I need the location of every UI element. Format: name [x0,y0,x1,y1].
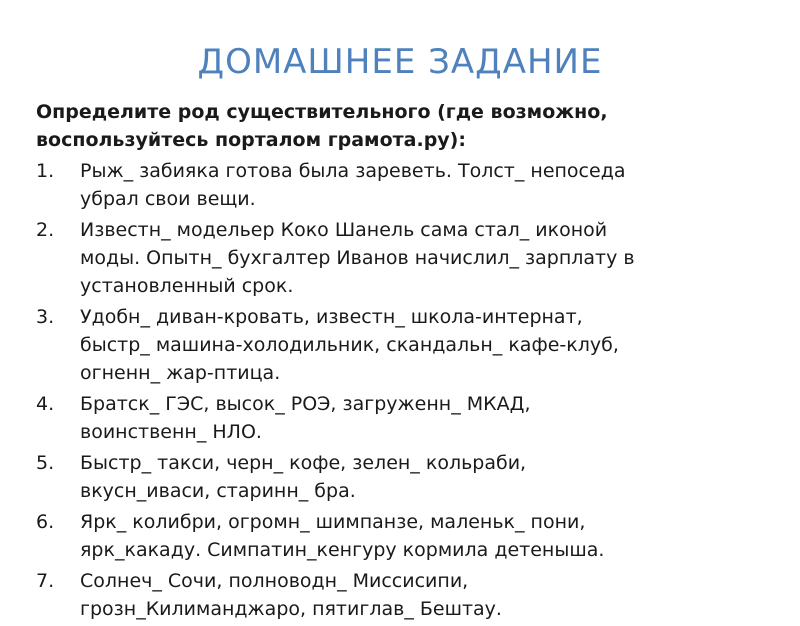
item-text-line: вкусн_иваси, старинн_ бра. [80,480,356,502]
item-text-line: быстр_ машина-холодильник, скандальн_ кафе-клуб, [80,334,619,356]
task-instruction-line: Определите род существительного (где возможно, [36,101,608,123]
item-text-line: Удобн_ диван-кровать, известн_ школа-интернат, [80,306,583,328]
list-item [36,567,776,623]
item-text-line: Известн_ модельер Коко Шанель сама стал_ иконой [80,219,608,241]
item-text-line: огненн_ жар-птица. [80,362,281,384]
item-text-line: воинственн_ НЛО. [80,421,262,443]
item-number: 1. [36,160,55,182]
item-text-line: моды. Опытн_ бухгалтер Иванов начислил_ зарплату в [80,247,635,269]
list-item [36,216,776,300]
item-text-line: грозн_Килиманджаро, пятиглав_ Бештау. [80,598,502,620]
item-number: 2. [36,219,55,241]
item-number: 3. [36,306,55,328]
item-number: 5. [36,452,55,474]
item-number: 6. [36,511,55,533]
item-text-line: Ярк_ колибри, огромн_ шимпанзе, маленьк_ пони, [80,511,586,533]
slide-title: ДОМАШНЕЕ ЗАДАНИЕ [197,42,603,82]
list-item [36,157,776,213]
item-text-line: ярк_какаду. Симпатин_кенгуру кормила детеныша. [80,539,605,561]
item-number: 7. [36,570,55,592]
list-item [36,449,776,505]
item-text-line: Рыж_ забияка готова была зареветь. Толст_ непоседа [80,160,626,182]
item-text-line: убрал свои вещи. [80,188,256,210]
item-text-line: Братск_ ГЭС, высок_ РОЭ, загруженн_ МКАД, [80,393,531,415]
exercise-list [36,157,776,626]
list-item [36,508,776,564]
task-instruction-line: воспользуйтесь порталом грамота.ру): [36,129,466,151]
item-number: 4. [36,393,55,415]
item-text-line: Быстр_ такси, черн_ кофе, зелен_ кольраби, [80,452,527,474]
item-text-line: установленный срок. [80,275,294,297]
task-instruction [36,98,776,154]
item-text-line: Солнеч_ Сочи, полноводн_ Миссисипи, [80,570,469,592]
list-item [36,390,776,446]
list-item [36,303,776,387]
